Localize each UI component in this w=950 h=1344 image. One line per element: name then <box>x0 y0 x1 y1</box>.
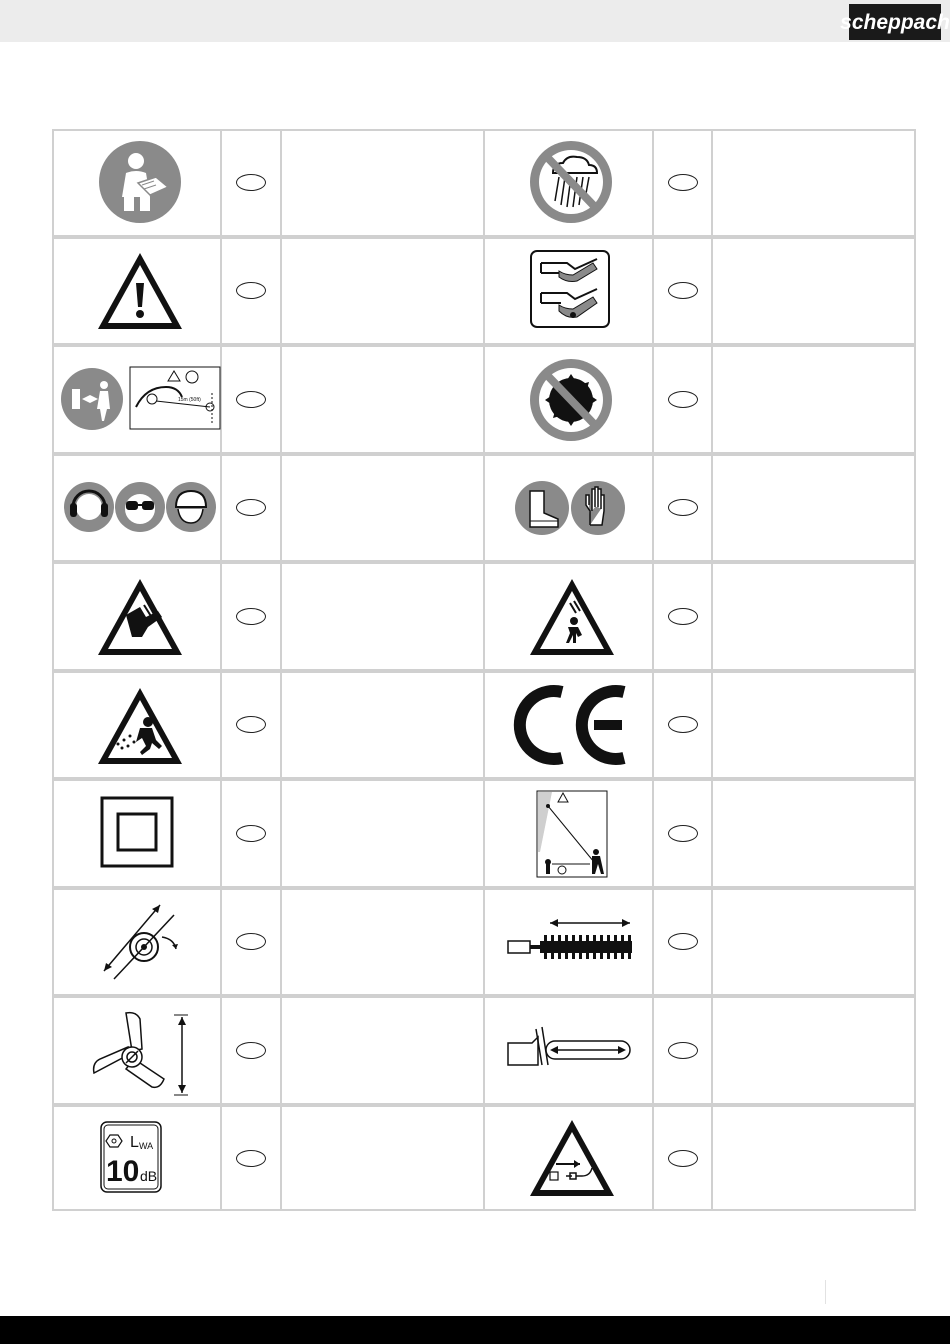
warning-triangle-icon <box>94 249 186 333</box>
sound-level-unit: dB <box>140 1168 158 1184</box>
symbol-table <box>52 129 916 1211</box>
language-oval <box>236 933 266 950</box>
no-saw-blade-icon <box>529 357 613 443</box>
read-manual-icon <box>98 139 182 225</box>
lwa-label: L <box>130 1134 139 1151</box>
header-bar <box>0 0 950 42</box>
hand-pinch-warning-icon <box>529 249 611 329</box>
boots-gloves-icon <box>514 481 626 535</box>
three-tooth-blade-diameter-icon <box>90 1009 190 1097</box>
language-oval <box>668 499 698 516</box>
language-oval <box>236 716 266 733</box>
language-oval <box>668 282 698 299</box>
language-oval <box>668 174 698 191</box>
svg-text:15m (50ft): 15m (50ft) <box>178 397 201 403</box>
sound-level-value: 10 <box>106 1155 140 1188</box>
chain-bar-length-icon <box>506 1025 636 1075</box>
svg-text:WA: WA <box>139 1141 154 1151</box>
language-oval <box>236 391 266 408</box>
language-oval <box>236 825 266 842</box>
scheppach-logo <box>840 4 950 40</box>
language-oval <box>668 1042 698 1059</box>
ear-eye-head-protection-icon <box>64 481 216 533</box>
sound-power-level-icon <box>100 1121 162 1193</box>
rotation-direction-icon <box>100 899 184 985</box>
language-oval <box>236 1042 266 1059</box>
ce-mark-icon <box>514 684 632 766</box>
page-divider <box>825 1280 826 1304</box>
footer-bar <box>0 1316 950 1344</box>
no-rain-icon <box>529 139 613 225</box>
language-oval <box>668 1150 698 1167</box>
keep-distance-15m-icon <box>60 363 220 431</box>
language-oval <box>668 825 698 842</box>
language-oval <box>236 608 266 625</box>
falling-object-hazard-icon <box>526 575 618 659</box>
hedge-blade-length-icon <box>506 917 636 961</box>
protection-class-ii-icon <box>100 796 174 868</box>
language-oval <box>236 499 266 516</box>
language-oval <box>668 716 698 733</box>
language-oval <box>236 174 266 191</box>
language-oval <box>668 933 698 950</box>
brand-text: scheppach <box>840 11 950 34</box>
language-oval <box>236 282 266 299</box>
unplug-before-maintenance-icon <box>526 1116 618 1200</box>
language-oval <box>668 608 698 625</box>
language-oval <box>236 1150 266 1167</box>
thrown-debris-hazard-icon <box>94 684 186 768</box>
pole-reach-distance-icon <box>536 790 608 878</box>
cutting-hand-hazard-icon <box>94 575 186 659</box>
language-oval <box>668 391 698 408</box>
